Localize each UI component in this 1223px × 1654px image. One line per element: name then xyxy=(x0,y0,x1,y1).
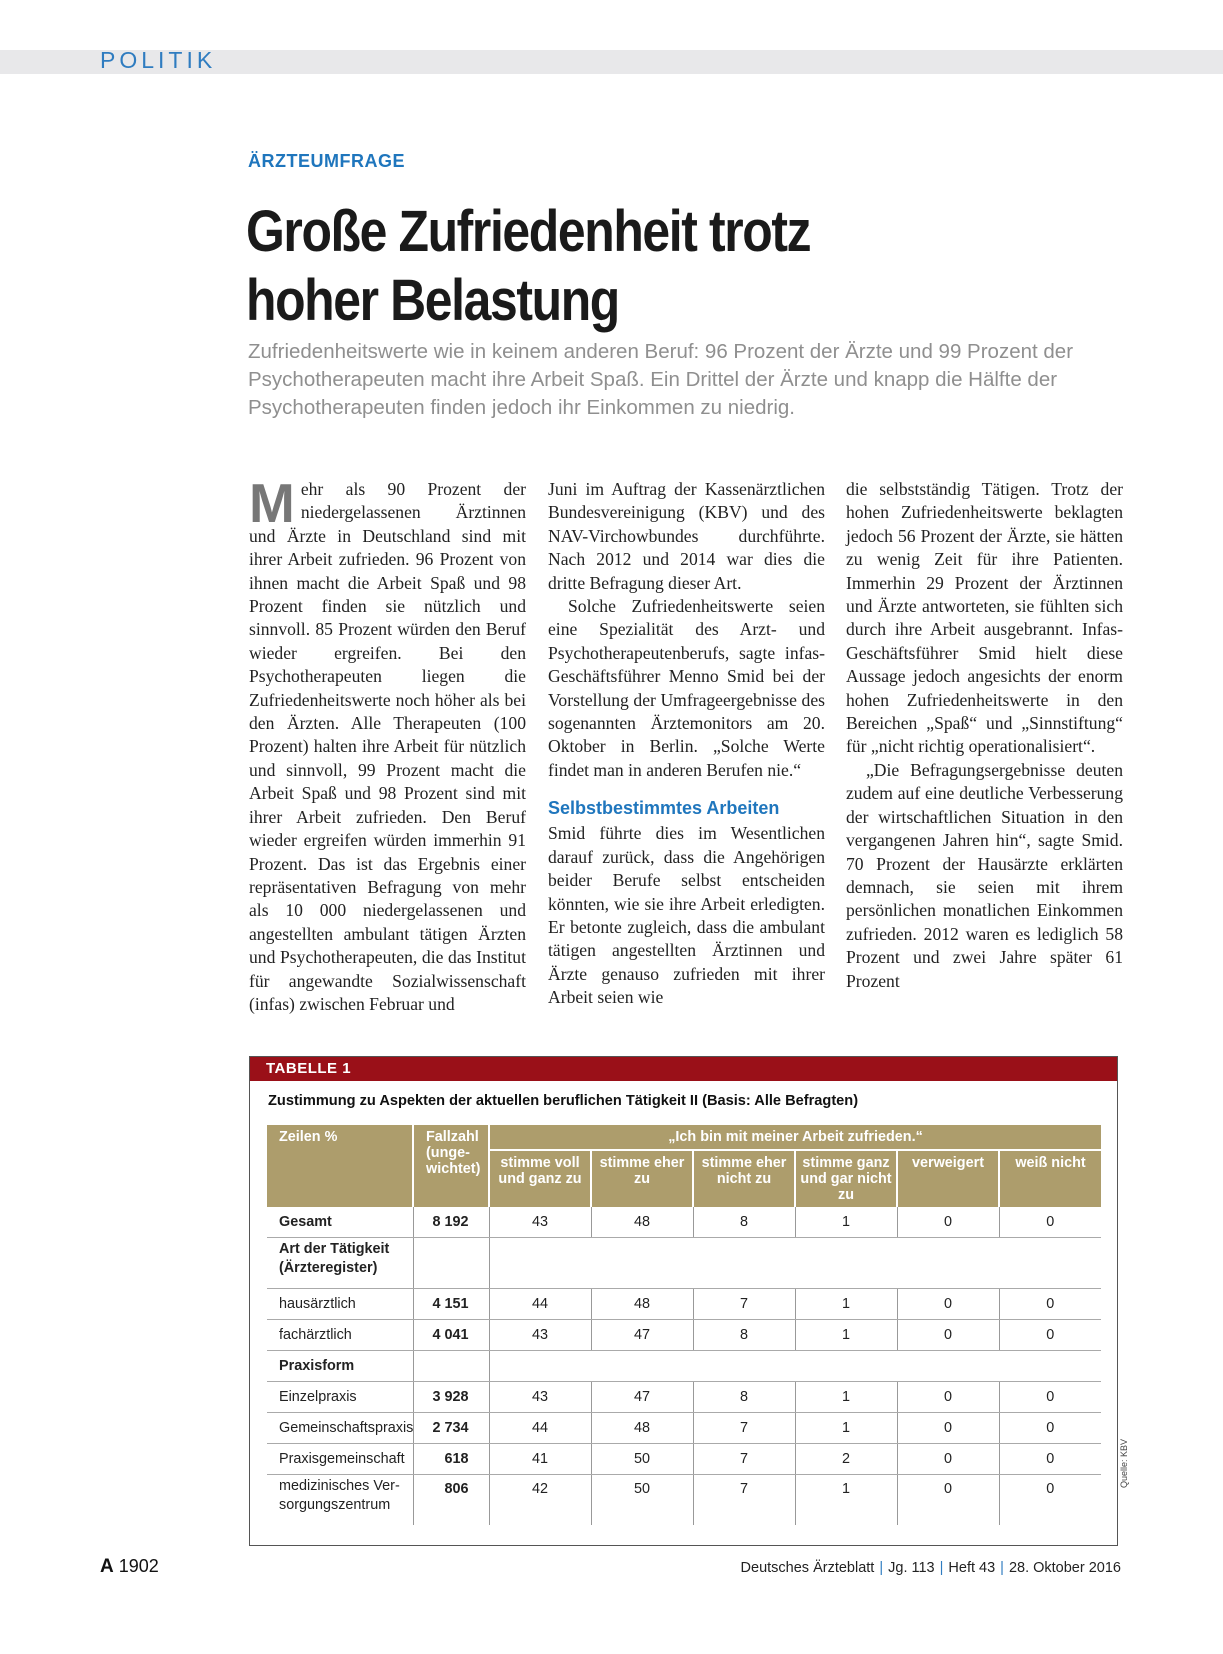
table-row xyxy=(267,1320,1101,1351)
paragraph: „Die Befragungsergebnisse deuten zudem auf eine deutliche Verbesserung der wirtschaftlichen Situation in den vergangenen Jahren hin“, sagte Smid. 70 Prozent der Hausärzte erklärten demnach, sie seien mit ihrem persönlichen monatlichen Einkommen zufrieden. 2012 waren es lediglich 58 Prozent und zwei Jahre später 61 Prozent xyxy=(846,759,1123,991)
table-cell: 47 xyxy=(591,1382,693,1413)
table-cell: 8 xyxy=(693,1382,795,1413)
table-cell: 43 xyxy=(489,1207,591,1238)
table-row xyxy=(267,1207,1101,1238)
table-cell: 0 xyxy=(897,1320,999,1351)
paragraph: Smid führte dies im Wesentlichen darauf zurück, dass die Angehörigen beider Berufe selbst entscheiden könnten, wie sie ihre Arbeit erledigten. Er betonte zugleich, dass die ambulant tätigen angestellten Ärztinnen und Ärzte genauso zufrieden mit ihrer Arbeit seien wie xyxy=(548,823,825,1008)
article-kicker: ÄRZTEUMFRAGE xyxy=(248,151,405,171)
table-cell: 7 xyxy=(693,1475,795,1526)
table-row xyxy=(267,1289,1101,1320)
table-cell: 0 xyxy=(897,1444,999,1475)
folio-number: 1902 xyxy=(118,1556,159,1576)
table-cell: 0 xyxy=(1046,1481,1055,1497)
table-header-bar xyxy=(250,1057,1117,1081)
headline-line-2: hoher Belastung xyxy=(246,268,619,333)
table-cell: 0 xyxy=(999,1320,1101,1351)
headline-line-1: Große Zufriedenheit trotz xyxy=(246,199,811,264)
paragraph: Juni im Auftrag der Kassenärztlichen Bundesvereinigung (KBV) und des NAV-Virchowbundes durchführte. Nach 2012 und 2014 war dies die dritte Befragung dieser Art. xyxy=(548,479,825,593)
journal-issue: Heft 43 xyxy=(948,1560,996,1576)
table-cell: 1 xyxy=(795,1413,897,1444)
column-header: stimme ganz und gar nicht zu xyxy=(795,1150,897,1207)
group-label: Praxisform xyxy=(267,1351,413,1382)
case-count: 2 734 xyxy=(413,1413,489,1444)
table-cell: 1 xyxy=(795,1382,897,1413)
table-row xyxy=(267,1413,1101,1444)
page-footer: Deutsches Ärzteblatt | Jg. 113 | Heft 43 | 28. Oktober 2016 xyxy=(740,1560,1121,1576)
subheading: Selbstbestimmtes Arbeiten xyxy=(548,798,780,819)
issue-date: 28. Oktober 2016 xyxy=(1008,1560,1121,1576)
row-label: medizinisches Versorgungszentrum xyxy=(267,1475,413,1526)
table-cell: 48 xyxy=(591,1289,693,1320)
table-cell: 1 xyxy=(795,1320,897,1351)
table-group-row xyxy=(267,1351,1101,1382)
row-label: Einzelpraxis xyxy=(267,1382,413,1413)
table-cell: 44 xyxy=(489,1413,591,1444)
table-cell: 48 xyxy=(591,1207,693,1238)
column-header-n: Fallzahl (ungewichtet) xyxy=(413,1125,489,1207)
table-cell: 1 xyxy=(795,1475,897,1526)
table-cell: 42 xyxy=(489,1475,591,1526)
table-cell: 2 xyxy=(795,1444,897,1475)
table-cell: 0 xyxy=(999,1382,1101,1413)
table-cell: 1 xyxy=(795,1289,897,1320)
table-cell: 0 xyxy=(897,1475,999,1526)
body-column-3 xyxy=(846,478,1123,993)
table-source: Quelle: KBV xyxy=(1119,1438,1129,1488)
row-label: Praxisgemeinschaft xyxy=(267,1444,413,1475)
table-cell: 43 xyxy=(489,1320,591,1351)
table-cell: 0 xyxy=(999,1207,1101,1238)
paragraph: Solche Zufriedenheitswerte seien eine Spezialität des Arzt- und Psychotherapeutenberufs, sagte infas-Geschäftsführer Menno Smid bei der Vorstellung der Umfrageergebnisse des sogenannten Ärztemonitors am 20. Oktober in Berlin. „Solche Werte findet man in anderen Berufen nie.“ xyxy=(548,596,825,780)
table-cell: 7 xyxy=(693,1413,795,1444)
table-row xyxy=(267,1382,1101,1413)
table-cell: 0 xyxy=(999,1444,1101,1475)
table-cell: 7 xyxy=(693,1289,795,1320)
journal-name: Deutsches Ärzteblatt xyxy=(740,1560,875,1576)
case-count: 806 xyxy=(413,1475,489,1526)
article-headline xyxy=(246,197,1020,335)
table-cell: 44 xyxy=(489,1289,591,1320)
column-header: verweigert xyxy=(897,1150,999,1207)
table-cell: 50 xyxy=(591,1444,693,1475)
row-label: hausärztlich xyxy=(267,1289,413,1320)
row-label: Gemeinschaftspraxis xyxy=(267,1413,413,1444)
table-cell: 41 xyxy=(489,1444,591,1475)
group-label: Art der Tätigkeit (Ärzteregister) xyxy=(267,1238,413,1289)
case-count: 3 928 xyxy=(413,1382,489,1413)
table-label: TABELLE 1 xyxy=(266,1060,352,1077)
table-cell: 0 xyxy=(897,1289,999,1320)
table-cell: 0 xyxy=(897,1413,999,1444)
column-header: stimme eher nicht zu xyxy=(693,1150,795,1207)
table-group-row xyxy=(267,1238,1101,1289)
drop-cap: M xyxy=(249,472,295,534)
column-header: weiß nicht xyxy=(999,1150,1101,1207)
table-cell: 43 xyxy=(489,1382,591,1413)
case-count: 4 151 xyxy=(413,1289,489,1320)
folio-prefix: A xyxy=(100,1556,114,1577)
data-table xyxy=(267,1125,1101,1525)
table-cell: 0 xyxy=(999,1413,1101,1444)
section-label: POLITIK xyxy=(100,47,217,73)
column-header-rows: Zeilen % xyxy=(267,1125,413,1207)
table-cell: 0 xyxy=(897,1207,999,1238)
paragraph: die selbstständig Tätigen. Trotz der hohen Zufriedenheitswerte beklagten jedoch 56 Prozent der Ärzte, sie hätten zu wenig Zeit für ihre Patienten. Immerhin 29 Prozent der Ärztinnen und Ärzte antworteten, sie fühlten sich durch ihre Arbeit ausgebrannt. Infas-Geschäftsführer Smid hielt diese Aussage jedoch angesichts der enorm hohen Zufriedenheitswerte in den Bereichen „Spaß“ und „Sinnstiftung“ für „nicht richtig operationalisiert“. xyxy=(846,479,1123,757)
table-cell: 48 xyxy=(591,1413,693,1444)
table-box xyxy=(249,1056,1118,1546)
table-cell: 50 xyxy=(591,1475,693,1526)
table-cell: 0 xyxy=(999,1289,1101,1320)
table-cell: 7 xyxy=(693,1444,795,1475)
table-caption: Zustimmung zu Aspekten der aktuellen beruflichen Tätigkeit II (Basis: Alle Befragten) xyxy=(268,1093,859,1109)
table-cell: 8 xyxy=(693,1320,795,1351)
body-column-2 xyxy=(548,478,825,1010)
case-count: 4 041 xyxy=(413,1320,489,1351)
table-cell: 47 xyxy=(591,1320,693,1351)
row-label: fachärztlich xyxy=(267,1320,413,1351)
paragraph: ehr als 90 Prozent der niedergelassenen Ärztinnen und Ärzte in Deutschland sind mit ihrer Arbeit zufrieden. 96 Prozent von ihnen macht die Arbeit Spaß und 98 Prozent finden sie nützlich und sinnvoll. 85 Prozent würden den Beruf wieder ergreifen. Bei den Psychotherapeuten liegen die Zufriedenheitswerte noch höher als bei den Ärzten. Alle Therapeuten (100 Prozent) halten ihre Arbeit für nützlich und sinnvoll, 99 Prozent macht die Arbeit Spaß und 98 Prozent sind mit ihrer Arbeit zufrieden. Den Beruf wieder ergreifen würden immerhin 91 Prozent. Das ist das Ergebnis einer repräsentativen Befragung von mehr als 10 000 niedergelassenen und angestellten ambulant tätigen Ärzten und Psychotherapeuten, die das Institut für angewandte Sozialwissenschaft (infas) zwischen Februar und xyxy=(249,479,526,1014)
table-cell: 8 xyxy=(693,1207,795,1238)
table-row xyxy=(267,1444,1101,1475)
article-lead: Zufriedenheitswerte wie in keinem anderen Beruf: 96 Prozent der Ärzte und 99 Prozent der Psychotherapeuten macht ihre Arbeit Spaß. Ein Drittel der Ärzte und knapp die Hälfte der Psychotherapeuten finden jedoch ihr Einkommen zu niedrig. xyxy=(248,340,1074,419)
column-group-header: „Ich bin mit meiner Arbeit zufrieden.“ xyxy=(489,1125,1101,1150)
case-count: 8 192 xyxy=(413,1207,489,1238)
page-number xyxy=(100,1556,159,1578)
body-column-1 xyxy=(249,472,526,1016)
table-cell: 0 xyxy=(897,1382,999,1413)
journal-volume: Jg. 113 xyxy=(888,1560,935,1576)
table-cell: 1 xyxy=(795,1207,897,1238)
case-count: 618 xyxy=(413,1444,489,1475)
column-header: stimme eher zu xyxy=(591,1150,693,1207)
table-row xyxy=(267,1475,1101,1526)
row-label: Gesamt xyxy=(267,1207,413,1238)
column-header: stimme voll und ganz zu xyxy=(489,1150,591,1207)
